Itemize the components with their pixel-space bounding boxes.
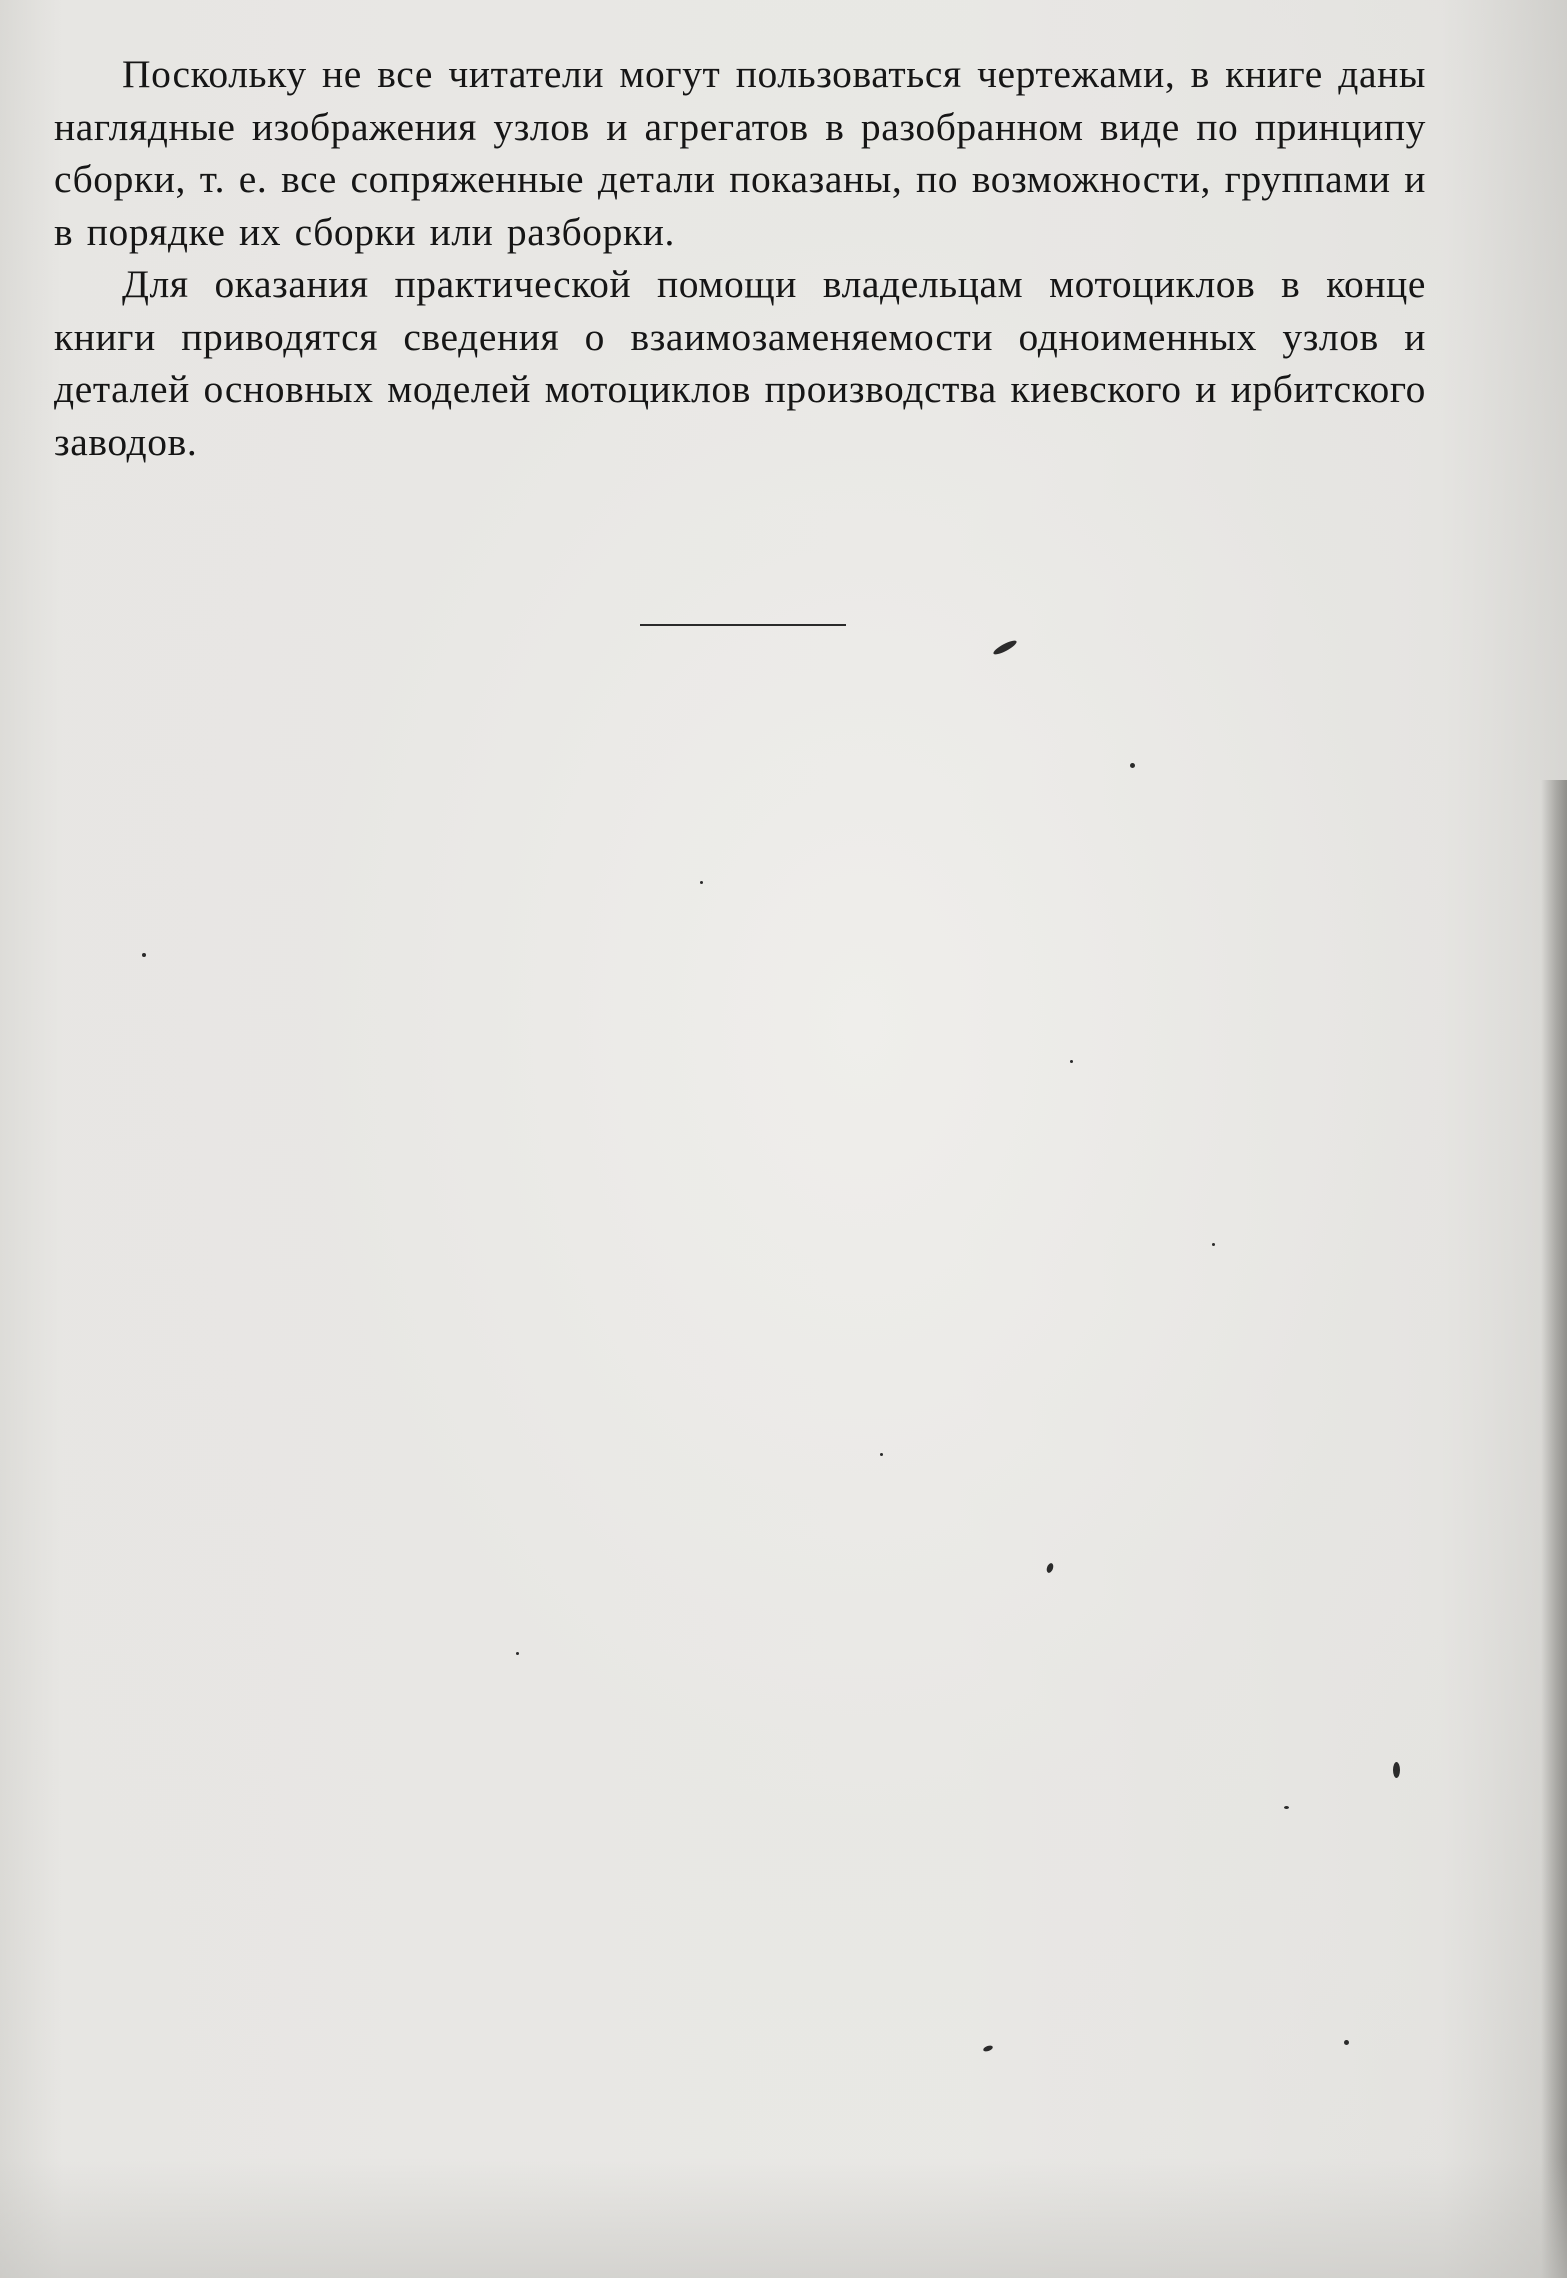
ink-speck xyxy=(1045,1562,1054,1573)
ink-speck xyxy=(1070,1060,1073,1063)
ink-speck xyxy=(142,953,146,957)
paragraph-1: Поскольку не все читатели могут пользоваться чертежами, в книге даны наглядные изображения узлов и агрегатов в разобранном виде по принципу сборки, т. е. все сопряженные детали показаны, по возможности, группами и в порядке их сборки или разборки. xyxy=(54,52,1426,254)
ink-speck xyxy=(880,1453,883,1456)
ink-speck xyxy=(1212,1243,1215,1246)
ink-speck xyxy=(1344,2040,1349,2045)
paragraph-2: Для оказания практической помощи владельцам мотоциклов в конце книги приводятся сведения о взаимозаменяемости одноименных узлов и деталей основных моделей мотоциклов производства киевского и ирбитского заводов. xyxy=(54,262,1426,464)
ink-speck xyxy=(992,638,1018,656)
ink-speck xyxy=(700,881,703,884)
section-divider xyxy=(640,624,846,626)
page-bottom-shade xyxy=(0,2158,1567,2278)
ink-speck xyxy=(1284,1806,1289,1809)
body-text xyxy=(54,48,1426,468)
ink-speck xyxy=(1130,763,1135,768)
ink-speck xyxy=(516,1652,519,1655)
page-edge-shadow xyxy=(1541,780,1567,2278)
ink-speck xyxy=(982,2044,993,2052)
ink-speck xyxy=(1393,1762,1400,1778)
